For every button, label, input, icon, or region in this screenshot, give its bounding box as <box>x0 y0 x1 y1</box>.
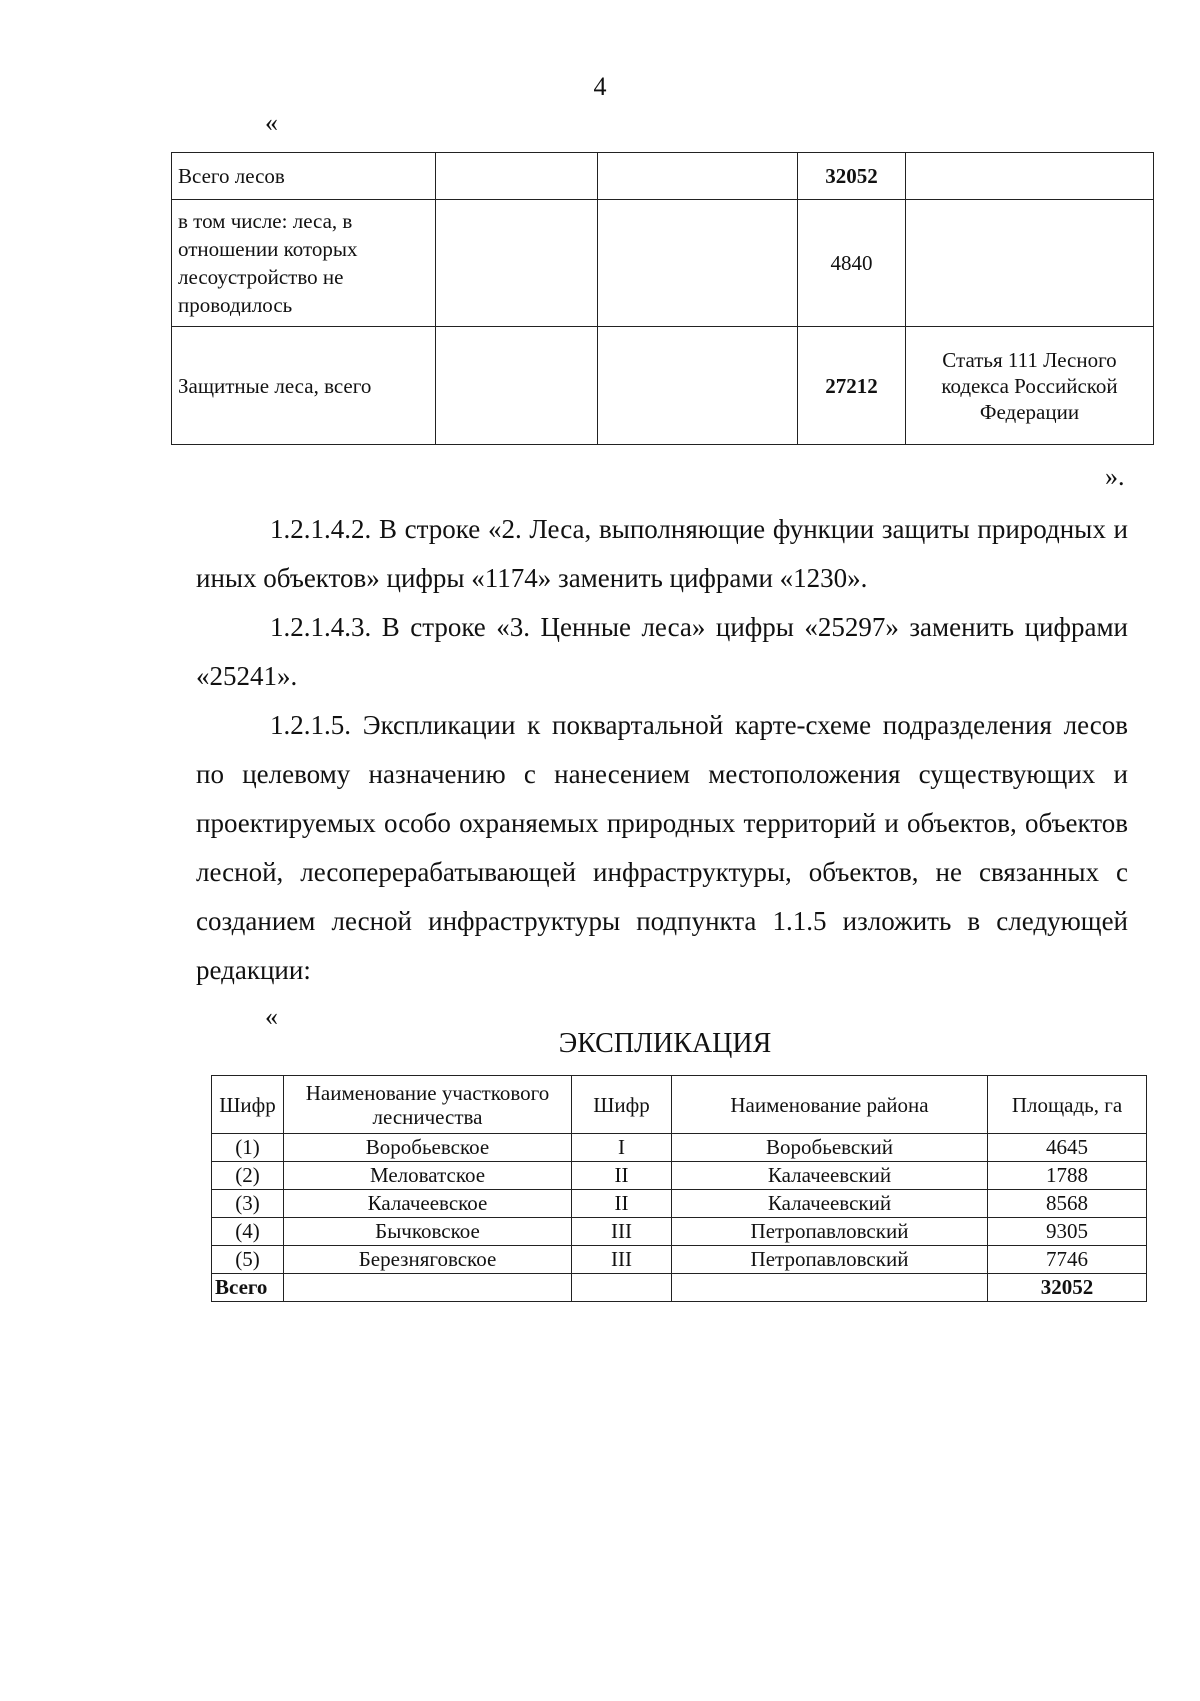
row-value: 27212 <box>798 327 906 445</box>
row-note <box>906 200 1154 327</box>
row-note <box>906 153 1154 200</box>
table-row <box>172 153 1154 200</box>
row-label: Защитные леса, всего <box>172 327 436 445</box>
opening-quote: « <box>265 1002 278 1031</box>
paragraph-1-2-1-4-3: 1.2.1.4.3. В строке «3. Ценные леса» цифры «25297» заменить цифрами «25241». <box>196 612 1128 691</box>
total-label: Всего <box>212 1274 284 1302</box>
header-district-name: Наименование района <box>672 1076 988 1134</box>
table-row <box>172 200 1154 327</box>
table-row: (1) Воробьевское I Воробьевский 4645 <box>212 1134 1147 1162</box>
table-row: (5) Березняговское III Петропавловский 7746 <box>212 1246 1147 1274</box>
forest-area-table <box>171 152 1154 445</box>
header-cipher-district: Шифр <box>572 1076 672 1134</box>
page-number: 4 <box>593 72 607 101</box>
table-total-row <box>212 1274 1147 1302</box>
closing-quote: ». <box>1105 462 1125 491</box>
paragraph-1-2-1-5: 1.2.1.5. Экспликации к поквартальной карте-схеме подразделения лесов по целевому назначению с нанесением местоположения существующих и проектируемых особо охраняемых природных территорий и объектов, объектов лесной, лесоперерабатывающей инфраструктуры, объектов, не связанных с созданием лесной инфраструктуры подпункта 1.1.5 изложить в следующей редакции: <box>196 710 1128 985</box>
row-value: 32052 <box>798 153 906 200</box>
explication-title: ЭКСПЛИКАЦИЯ <box>558 1028 772 1059</box>
explication-table <box>211 1075 1147 1302</box>
row-value: 4840 <box>798 200 906 327</box>
paragraph-1-2-1-4-2: 1.2.1.4.2. В строке «2. Леса, выполняющие функции защиты природных и иных объектов» цифры «1174» заменить цифрами «1230». <box>196 514 1128 593</box>
header-cipher: Шифр <box>212 1076 284 1134</box>
table-row: (2) Меловатское II Калачеевский 1788 <box>212 1162 1147 1190</box>
table-row: (4) Бычковское III Петропавловский 9305 <box>212 1218 1147 1246</box>
table-row: (3) Калачеевское II Калачеевский 8568 <box>212 1190 1147 1218</box>
row-label: в том числе: леса, в отношении которых лесоустройство не проводилось <box>172 200 436 327</box>
total-value: 32052 <box>988 1274 1147 1302</box>
header-area: Площадь, га <box>988 1076 1147 1134</box>
table-row <box>172 327 1154 445</box>
opening-quote: « <box>265 108 278 137</box>
header-forestry-name: Наименование участкового лесничества <box>284 1076 572 1134</box>
row-note: Статья 111 Лесного кодекса Российской Федерации <box>906 327 1154 445</box>
table-header-row <box>212 1076 1147 1134</box>
row-label: Всего лесов <box>172 153 436 200</box>
